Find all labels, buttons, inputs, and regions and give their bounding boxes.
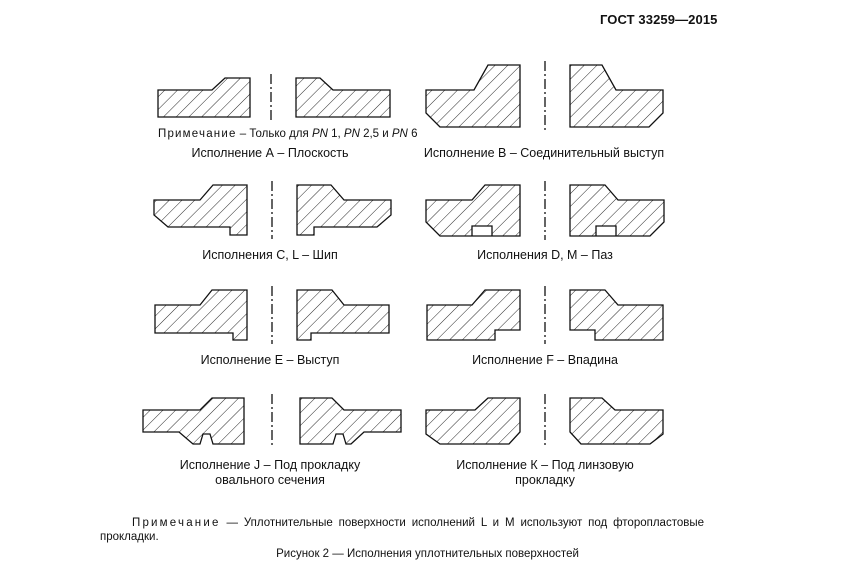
- caption-type-c: Исполнения С, L – Шип: [202, 248, 338, 262]
- standard-header: ГОСТ 33259—2015: [600, 12, 718, 27]
- bottom-note: Примечание — Уплотнительные поверхности исполнений L и M используют под фторопластовые прокладки.: [100, 517, 704, 543]
- caption-type-f: Исполнение F – Впадина: [472, 353, 618, 367]
- flange-type-f: [427, 286, 663, 344]
- caption-type-j: [160, 458, 380, 488]
- caption-type-j-line2: овального сечения: [215, 473, 325, 487]
- caption-type-k: [435, 458, 655, 488]
- caption-type-d: Исполнения D, М – Паз: [477, 248, 613, 262]
- note-type-a: Примечание – Только для PN 1, PN 2,5 и PN 6: [158, 128, 418, 140]
- caption-type-k-line1: Исполнение К – Под линзовую: [456, 458, 634, 472]
- flange-type-b: [426, 61, 663, 131]
- flange-type-e: [155, 286, 389, 344]
- figure-caption: Рисунок 2 — Исполнения уплотнительных поверхностей: [276, 548, 579, 560]
- flange-type-k: [426, 394, 663, 448]
- flange-type-d: [426, 181, 664, 240]
- flange-type-a: [158, 74, 390, 120]
- caption-type-k-line2: прокладку: [515, 473, 575, 487]
- flange-type-c: [154, 181, 391, 239]
- caption-type-e: Исполнение Е – Выступ: [200, 353, 340, 367]
- caption-type-b: Исполнение В – Соединительный выступ: [423, 146, 665, 160]
- caption-type-a: Исполнение А – Плоскость: [191, 146, 349, 160]
- caption-type-j-line1: Исполнение J – Под прокладку: [179, 458, 361, 472]
- flange-type-j: [143, 394, 401, 448]
